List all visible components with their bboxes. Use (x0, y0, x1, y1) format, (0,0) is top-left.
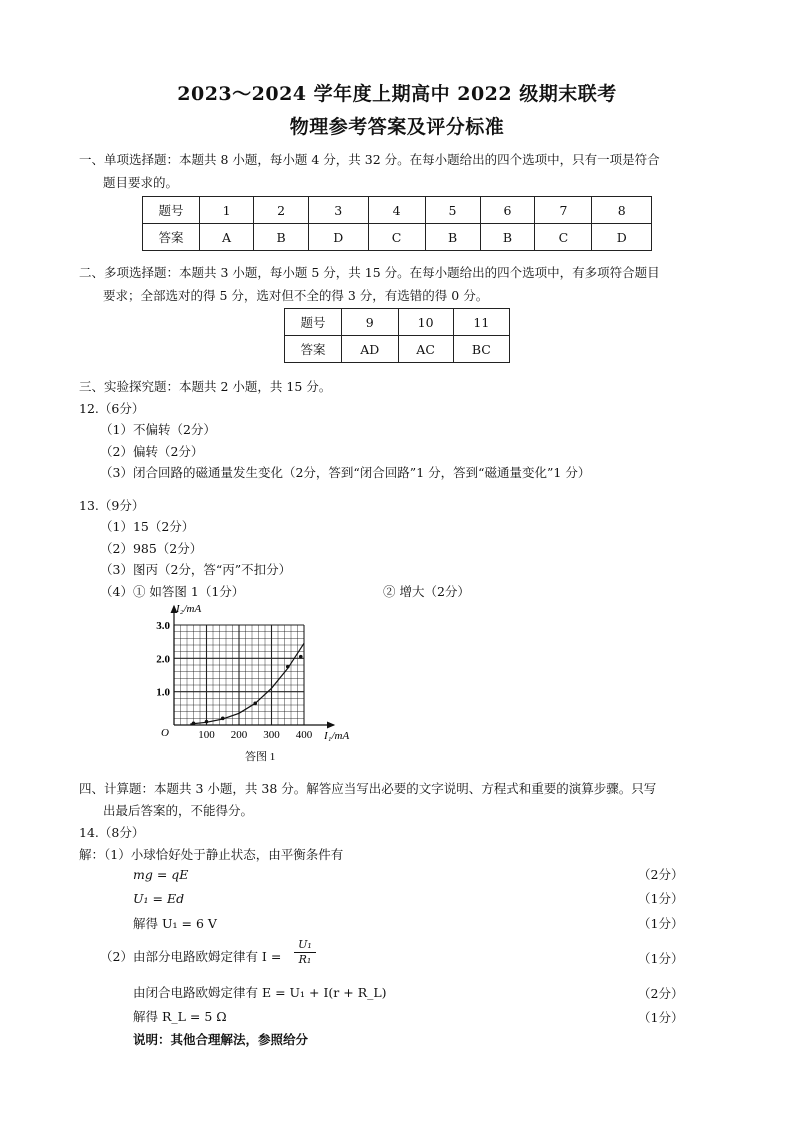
chart-caption: 答图 1 (245, 751, 276, 763)
fraction-denominator: R₁ (294, 952, 316, 967)
q13-item-2: （2）985（2分） (100, 541, 203, 556)
origin-label: O (161, 727, 169, 739)
table-row (143, 224, 652, 251)
section3-heading: 三、实验探究题：本题共 2 小题，共 15 分。 (79, 379, 332, 394)
table-cell: AD (342, 336, 399, 363)
x-axis-label: I₁/mA (324, 730, 350, 742)
table-cell: 2 (254, 197, 309, 224)
table-cell: 1 (200, 197, 254, 224)
table-cell: 题号 (143, 197, 200, 224)
x-tick-label: 300 (263, 729, 280, 741)
equation-2: U₁ = Ed (133, 891, 185, 906)
score-1: （2分） (638, 867, 684, 882)
section2-intro-line2: 要求；全部选对的得 5 分，选对但不全的得 3 分，有选错的得 0 分。 (103, 288, 489, 303)
single-choice-answer-table (142, 196, 652, 251)
x-tick-label: 200 (230, 729, 248, 741)
section4-intro-line1: 四、计算题：本题共 3 小题，共 38 分。解答应当写出必要的文字说明、方程式和重要的演算步骤。只写 (79, 781, 657, 796)
q12-item-2: （2）偏转（2分） (100, 444, 204, 459)
y-tick-label: 3.0 (156, 620, 170, 632)
data-point (299, 655, 303, 659)
fraction (294, 938, 316, 967)
table-cell: A (200, 224, 254, 251)
table-cell: D (592, 224, 652, 251)
table-cell: AC (398, 336, 453, 363)
table-cell: C (368, 224, 425, 251)
score-5: （2分） (638, 986, 684, 1001)
table-cell: 题号 (285, 309, 342, 336)
multi-choice-answer-table (284, 308, 510, 363)
table-cell: 5 (425, 197, 480, 224)
q13-item-4: （4）① 如答图 1（1分） (100, 584, 245, 599)
q12-item-1: （1）不偏转（2分） (100, 422, 216, 437)
q13-item-3: （3）图丙（2分，答“丙”不扣分） (100, 562, 292, 577)
table-cell: 4 (368, 197, 425, 224)
part2-text: （2）由部分电路欧姆定律有 I = (100, 949, 282, 964)
table-cell: 11 (453, 309, 509, 336)
table-cell: 7 (535, 197, 592, 224)
equation-5: 由闭合电路欧姆定律有 E = U₁ + I(r + R_L) (133, 985, 387, 1000)
data-point (221, 717, 225, 721)
data-point (192, 722, 196, 726)
x-tick-label: 400 (295, 729, 313, 741)
data-point (253, 702, 257, 706)
section2-intro-line1: 二、多项选择题：本题共 3 小题，每小题 5 分，共 15 分。在每小题给出的四个选项中，有多项符合题目 (79, 265, 660, 280)
section1-intro-line1: 一、单项选择题：本题共 8 小题，每小题 4 分，共 32 分。在每小题给出的四个选项中，只有一项是符合 (79, 152, 660, 167)
score-6: （1分） (638, 1010, 684, 1025)
equation-1: mg = qE (133, 867, 189, 882)
data-point (286, 665, 290, 669)
fraction-numerator: U₁ (298, 938, 312, 951)
score-4: （1分） (638, 951, 684, 966)
table-cell: B (425, 224, 480, 251)
section1-intro-line2: 题目要求的。 (103, 175, 179, 190)
table-row (285, 336, 510, 363)
table-cell: 答案 (285, 336, 342, 363)
q13-item-4b: ② 增大（2分） (383, 584, 470, 599)
table-cell: 9 (342, 309, 399, 336)
q14-label: 14.（8分） (79, 825, 145, 840)
q12-item-3: （3）闭合回路的磁通量发生变化（2分，答到“闭合回路”1 分，答到“磁通量变化”1 分） (100, 465, 591, 480)
equation-3: 解得 U₁ = 6 V (133, 916, 217, 931)
note: 说明：其他合理解法，参照给分 (133, 1032, 309, 1047)
table-cell: D (309, 224, 368, 251)
table-cell: 答案 (143, 224, 200, 251)
table-row (285, 309, 510, 336)
score-2: （1分） (638, 891, 684, 906)
table-cell: B (254, 224, 309, 251)
data-point (205, 720, 209, 724)
table-cell: B (480, 224, 535, 251)
table-row (143, 197, 652, 224)
fit-curve (190, 643, 304, 724)
q12-label: 12.（6分） (79, 401, 145, 416)
page-subtitle: 物理参考答案及评分标准 (289, 116, 505, 138)
y-tick-label: 2.0 (156, 653, 170, 666)
table-cell: C (535, 224, 592, 251)
y-tick-label: 1.0 (156, 686, 170, 699)
x-tick-label: 100 (198, 729, 215, 741)
chart-grid (174, 625, 304, 725)
q13-label: 13.（9分） (79, 498, 145, 513)
q13-item-1: （1）15（2分） (100, 519, 195, 534)
score-3: （1分） (638, 916, 684, 931)
y-axis-label: I₂/mA (176, 603, 202, 615)
q14-solve-intro: 解：（1）小球恰好处于静止状态，由平衡条件有 (79, 847, 344, 862)
table-cell: BC (453, 336, 509, 363)
page-title: 2023～2024 学年度上期高中 2022 级期末联考 (177, 83, 617, 105)
table-cell: 3 (309, 197, 368, 224)
equation-6: 解得 R_L = 5 Ω (133, 1009, 227, 1024)
table-cell: 10 (398, 309, 453, 336)
answer-figure-1-chart (140, 598, 380, 768)
table-cell: 6 (480, 197, 535, 224)
section4-intro-line2: 出最后答案的，不能得分。 (103, 803, 254, 818)
table-cell: 8 (592, 197, 652, 224)
